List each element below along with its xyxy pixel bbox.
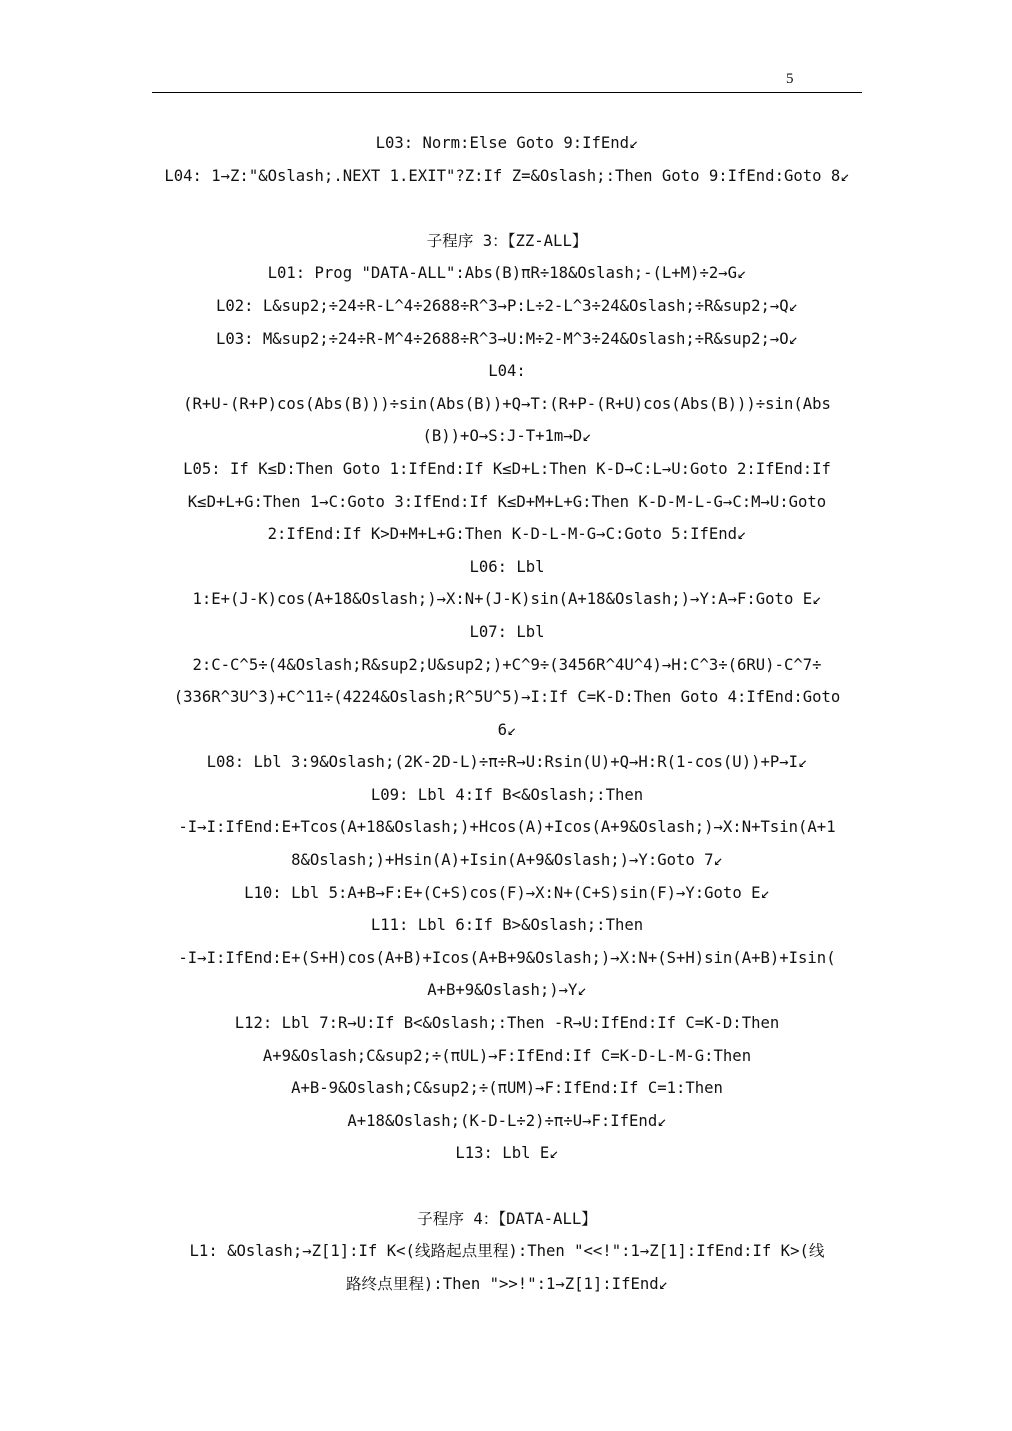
code-line: (336R^3U^3)+C^11÷(4224&Oslash;R^5U^5)→I:If C=K-D:Then Goto 4:IfEnd:Goto: [173, 688, 841, 707]
code-line: L03: M&sup2;÷24÷R-M^4÷2688÷R^3→U:M÷2-M^3÷24&Oslash;÷R&sup2;→O↙: [215, 329, 799, 348]
code-line: L01: Prog "DATA-ALL":Abs(B)πR÷18&Oslash;-(L+M)÷2→G↙: [267, 264, 747, 283]
code-line: L04: 1→Z:"&Oslash;.NEXT 1.EXIT"?Z:If Z=&Oslash;:Then Goto 9:IfEnd:Goto 8↙: [164, 166, 850, 185]
code-line: L11: Lbl 6:If B>&Oslash;:Then: [370, 916, 644, 935]
paragraph-gap: [152, 192, 862, 225]
code-line: 2:IfEnd:If K>D+M+L+G:Then K-D-L-M-G→C:Goto 5:IfEnd↙: [267, 525, 747, 544]
code-line: L02: L&sup2;÷24÷R-L^4÷2688÷R^3→P:L÷2-L^3÷24&Oslash;÷R&sup2;→Q↙: [215, 296, 799, 315]
code-line: 路终点里程):Then ">>!":1→Z[1]:IfEnd↙: [345, 1274, 669, 1293]
code-line: A+18&Oslash;(K-D-L÷2)÷π÷U→F:IfEnd↙: [347, 1111, 667, 1130]
code-line: L08: Lbl 3:9&Oslash;(2K-2D-L)÷π÷R→U:Rsin(U)+Q→H:R(1-cos(U))+P→I↙: [206, 753, 808, 772]
code-line: L03: Norm:Else Goto 9:IfEnd↙: [375, 134, 639, 152]
code-line: 8&Oslash;)+Hsin(A)+Isin(A+9&Oslash;)→Y:Goto 7↙: [291, 851, 723, 870]
code-line: L06: Lbl: [469, 557, 545, 576]
code-line: L07: Lbl: [469, 622, 545, 641]
code-line: A+9&Oslash;C&sup2;÷(πUL)→F:IfEnd:If C=K-D-L-M-G:Then: [262, 1046, 752, 1065]
code-line: L1: &Oslash;→Z[1]:If K<(线路起点里程):Then "<<!":1→Z[1]:IfEnd:If K>(线: [189, 1242, 825, 1261]
code-line: L05: If K≤D:Then Goto 1:IfEnd:If K≤D+L:Then K-D→C:L→U:Goto 2:IfEnd:If: [183, 459, 831, 478]
section-heading: 子程序 4：【DATA-ALL】: [417, 1209, 597, 1228]
code-line: L09: Lbl 4:If B<&Oslash;:Then: [370, 785, 644, 804]
code-line: L10: Lbl 5:A+B→F:E+(C+S)cos(F)→X:N+(C+S)sin(F)→Y:Goto E↙: [244, 883, 770, 902]
code-line: 1:E+(J-K)cos(A+18&Oslash;)→X:N+(J-K)sin(A+18&Oslash;)→Y:A→F:Goto E↙: [192, 590, 822, 609]
code-line: A+B-9&Oslash;C&sup2;÷(πUM)→F:IfEnd:If C=1:Then: [291, 1079, 723, 1098]
document-body: [152, 127, 862, 1300]
paragraph-gap: [152, 1170, 862, 1203]
code-line: A+B+9&Oslash;)→Y↙: [427, 981, 587, 1000]
code-line: 6↙: [497, 720, 517, 739]
code-line: L04:: [488, 362, 526, 381]
page-number: 5: [786, 71, 794, 87]
code-line: 2:C-C^5÷(4&Oslash;R&sup2;U&sup2;)+C^9÷(3456R^4U^4)→H:C^3÷(6RU)-C^7÷: [192, 655, 822, 674]
code-line: L13: Lbl E↙: [455, 1144, 559, 1163]
section-heading: 子程序 3：【ZZ-ALL】: [426, 231, 588, 250]
code-line: L12: Lbl 7:R→U:If B<&Oslash;:Then -R→U:IfEnd:If C=K-D:Then: [234, 1014, 780, 1033]
code-line: -I→I:IfEnd:E+Tcos(A+18&Oslash;)+Hcos(A)+Icos(A+9&Oslash;)→X:N+Tsin(A+1: [178, 818, 836, 837]
code-line: (R+U-(R+P)cos(Abs(B)))÷sin(Abs(B))+Q→T:(R+P-(R+U)cos(Abs(B)))÷sin(Abs: [183, 394, 831, 413]
code-line: (B))+O→S:J-T+1m→D↙: [422, 427, 592, 446]
code-line: K≤D+L+G:Then 1→C:Goto 3:IfEnd:If K≤D+M+L+G:Then K-D-M-L-G→C:M→U:Goto: [187, 492, 827, 511]
header-rule: [152, 92, 862, 93]
code-line: -I→I:IfEnd:E+(S+H)cos(A+B)+Icos(A+B+9&Oslash;)→X:N+(S+H)sin(A+B)+Isin(: [178, 948, 836, 967]
